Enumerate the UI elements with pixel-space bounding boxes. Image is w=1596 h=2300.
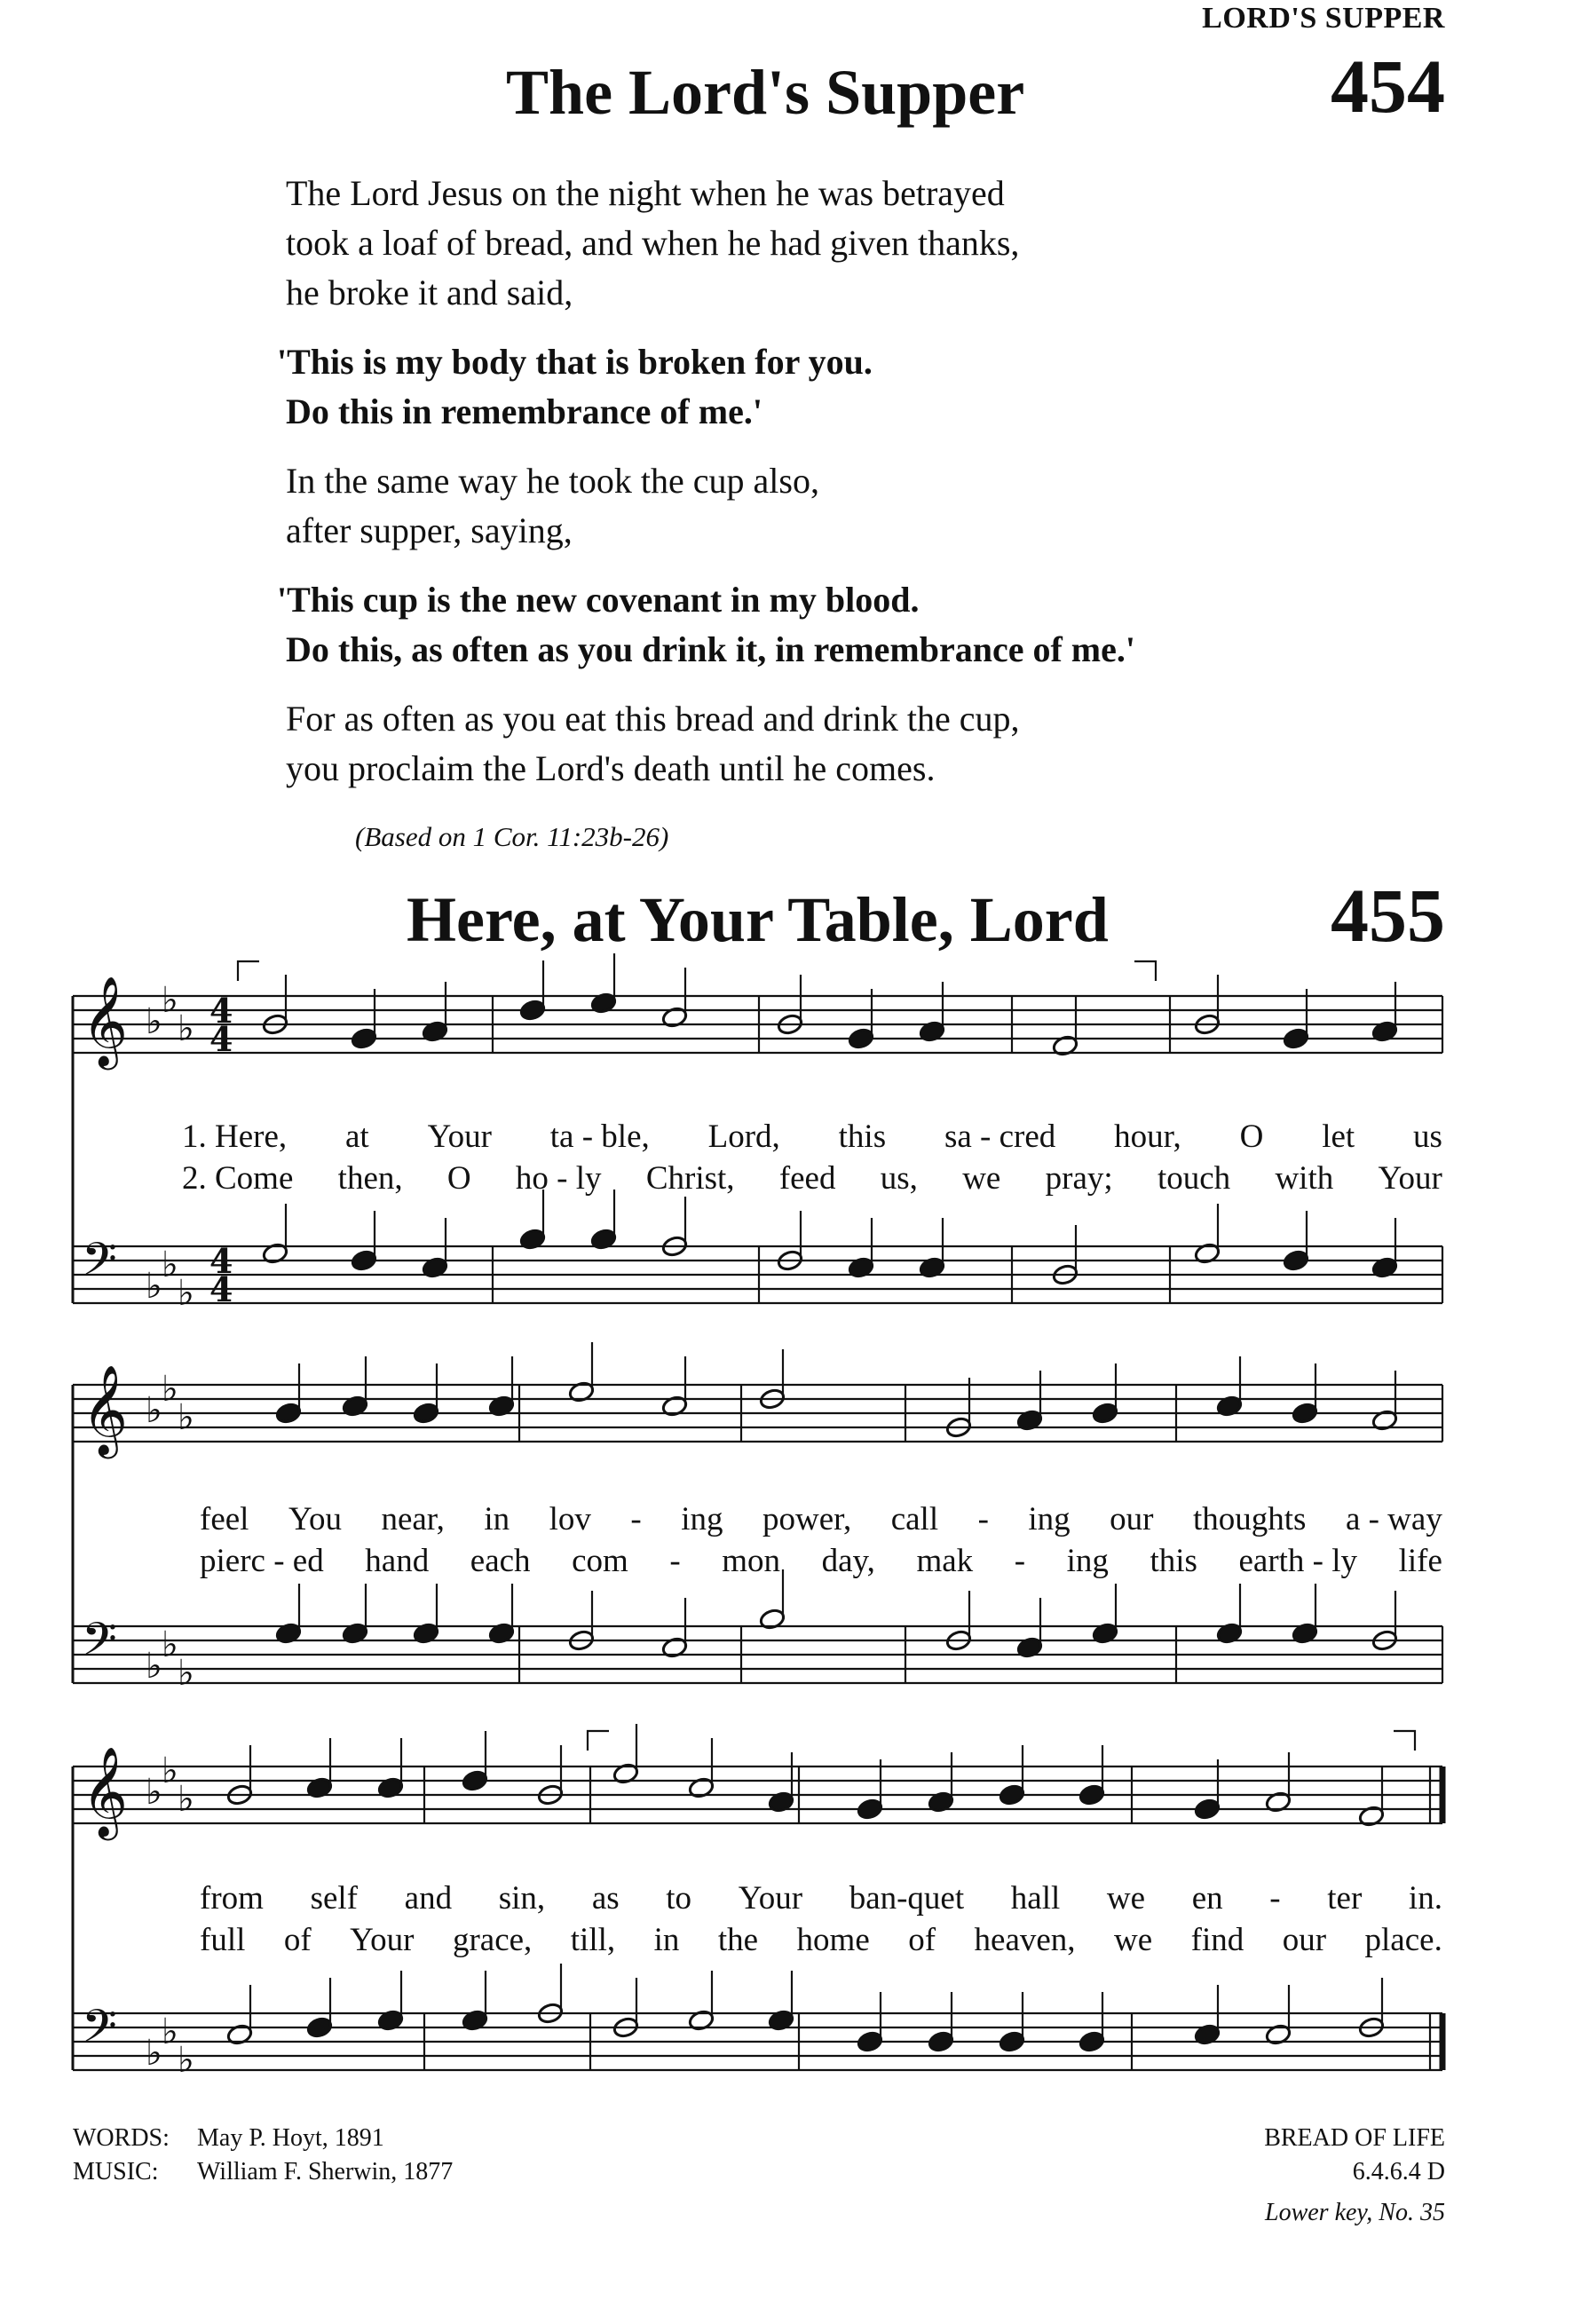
notehead: [1292, 1402, 1319, 1425]
lyric-syllable: Your: [1378, 1160, 1442, 1197]
lyric-syllable: in.: [1408, 1880, 1442, 1917]
hymn-number: 455: [1331, 873, 1445, 958]
lyric-syllable: we: [1106, 1880, 1146, 1917]
tune-name: BREAD OF LIFE: [1264, 2124, 1445, 2152]
lyric-syllable: ing: [1066, 1543, 1109, 1579]
lyrics-system-3-verse-2: [200, 1924, 1442, 1956]
lyric-syllable: feel: [200, 1501, 249, 1537]
lyric-syllable: near,: [381, 1501, 445, 1537]
lyric-syllable: day,: [821, 1543, 875, 1579]
flat-icon: ♭: [178, 1273, 194, 1314]
lyric-syllable: our: [1110, 1501, 1154, 1537]
reading-source: (Based on 1 Cor. 11:23b-26): [355, 821, 669, 852]
flat-icon: ♭: [178, 1397, 194, 1438]
reading-response-2: 'This cup is the new covenant in my blood. Do this, as often as you drink it, in remembrance of me.': [277, 580, 1135, 669]
lyric-syllable: hour,: [1114, 1118, 1181, 1155]
lyric-syllable: O: [446, 1160, 471, 1197]
lyric-syllable: 1. Here,: [182, 1118, 288, 1155]
lyric-syllable: sin,: [498, 1880, 546, 1917]
lyric-syllable: earth - ly: [1238, 1543, 1358, 1579]
time-signature: 4: [209, 1019, 233, 1059]
time-signature: 4: [209, 991, 233, 1031]
lyric-syllable: heaven,: [974, 1922, 1076, 1958]
notehead: [351, 1249, 378, 1272]
treble-clef-icon: 𝄞: [82, 975, 129, 1066]
lyric-syllable: -: [630, 1501, 642, 1537]
lyric-syllable: each: [470, 1543, 531, 1579]
lyric-syllable: this: [838, 1118, 887, 1155]
lyric-syllable: thoughts: [1192, 1501, 1307, 1537]
reading-title: The Lord's Supper: [506, 57, 1025, 128]
lyric-syllable: till,: [570, 1922, 616, 1958]
lyrics-system-2-verse-2: [200, 1545, 1442, 1577]
lyric-syllable: mak: [916, 1543, 974, 1579]
lyric-syllable: in: [653, 1922, 680, 1958]
lyric-syllable: ing: [681, 1501, 723, 1537]
flat-icon: ♭: [178, 1779, 194, 1820]
lyric-syllable: us: [1413, 1118, 1442, 1155]
words-credit: May P. Hoyt, 1891: [197, 2124, 384, 2152]
notehead: [999, 1783, 1026, 1806]
meter: 6.4.6.4 D: [1352, 2158, 1445, 2185]
lyric-syllable: com: [572, 1543, 628, 1579]
treble-clef-icon: 𝄞: [82, 1363, 129, 1455]
credits-left: [73, 2122, 453, 2189]
lyric-syllable: ing: [1028, 1501, 1071, 1537]
notehead: [351, 1027, 378, 1050]
lyric-syllable: sa - cred: [944, 1118, 1056, 1155]
flat-icon: ♭: [178, 1008, 194, 1049]
treble-clef-icon: 𝄞: [82, 1745, 129, 1837]
flat-icon: ♭: [178, 2040, 194, 2081]
lyric-syllable: feed: [778, 1160, 836, 1197]
lyric-syllable: in: [484, 1501, 510, 1537]
key-note: Lower key, No. 35: [1265, 2199, 1445, 2226]
lyric-syllable: this: [1150, 1543, 1197, 1579]
lyric-syllable: lov: [549, 1501, 591, 1537]
lyric-syllable: we: [962, 1160, 1001, 1197]
lyric-syllable: Your: [350, 1922, 415, 1958]
lyric-syllable: pray;: [1045, 1160, 1113, 1197]
repeat-bracket: [1134, 961, 1156, 981]
notehead: [413, 1402, 440, 1425]
lyric-syllable: ho - ly: [515, 1160, 602, 1197]
lyric-syllable: -: [1269, 1880, 1281, 1917]
lyric-syllable: our: [1282, 1922, 1327, 1958]
notehead: [275, 1402, 303, 1425]
bass-clef-icon: 𝄢: [82, 1612, 117, 1677]
lyric-syllable: 2. Come: [182, 1160, 294, 1197]
repeat-bracket: [588, 1731, 609, 1751]
lyric-syllable: O: [1239, 1118, 1264, 1155]
reading-response-1: 'This is my body that is broken for you. Do this in remembrance of me.': [277, 342, 873, 431]
lyric-syllable: ter: [1327, 1880, 1363, 1917]
lyric-syllable: en: [1191, 1880, 1223, 1917]
notehead: [1092, 1402, 1119, 1425]
lyric-syllable: to: [666, 1880, 692, 1917]
section-label: LORD'S SUPPER: [1202, 2, 1445, 35]
notehead: [857, 2030, 884, 2053]
lyric-syllable: call: [890, 1501, 939, 1537]
reading-number: 454: [1331, 43, 1445, 129]
lyric-syllable: of: [908, 1922, 936, 1958]
lyric-syllable: full: [200, 1922, 246, 1958]
lyric-syllable: Your: [427, 1118, 492, 1155]
bass-clef-icon: 𝄢: [82, 1232, 117, 1297]
flat-icon: ♭: [162, 2012, 178, 2052]
lyric-syllable: the: [717, 1922, 759, 1958]
lyric-syllable: pierc - ed: [200, 1543, 324, 1579]
lyrics-system-1-verse-1: [182, 1120, 1442, 1153]
lyric-syllable: at: [345, 1118, 369, 1155]
reading-leader-1: The Lord Jesus on the night when he was betrayed took a loaf of bread, and when he had given thanks, he broke it and said,: [286, 173, 1020, 312]
lyric-syllable: Lord,: [707, 1118, 780, 1155]
lyric-syllable: with: [1275, 1160, 1334, 1197]
lyric-syllable: we: [1114, 1922, 1153, 1958]
lyric-syllable: home: [796, 1922, 870, 1958]
notehead: [857, 1798, 884, 1821]
flat-icon: ♭: [162, 1245, 178, 1285]
notehead: [519, 999, 547, 1022]
notehead: [1194, 1798, 1221, 1821]
lyric-syllable: let: [1322, 1118, 1355, 1155]
lyric-syllable: and: [404, 1880, 453, 1917]
notehead: [928, 2030, 955, 2053]
lyric-syllable: power,: [762, 1501, 852, 1537]
flat-icon: ♭: [146, 1266, 162, 1307]
time-signature: 4: [209, 1269, 233, 1309]
repeat-bracket: [1394, 1731, 1415, 1751]
lyric-syllable: grace,: [452, 1922, 533, 1958]
words-label: WORDS:: [73, 2124, 170, 2152]
notehead: [999, 2030, 1026, 2053]
repeat-bracket: [238, 961, 259, 981]
notehead: [1283, 1027, 1310, 1050]
flat-icon: ♭: [146, 2033, 162, 2074]
flat-icon: ♭: [146, 1390, 162, 1431]
lyric-syllable: -: [669, 1543, 681, 1579]
lyric-syllable: as: [591, 1880, 620, 1917]
lyric-syllable: life: [1398, 1543, 1442, 1579]
lyric-syllable: -: [1014, 1543, 1026, 1579]
lyric-syllable: mon: [722, 1543, 781, 1579]
hymn-title: Here, at Your Table, Lord: [407, 884, 1109, 955]
notehead: [1078, 2030, 1106, 2053]
notehead: [1078, 1783, 1106, 1806]
lyric-syllable: touch: [1157, 1160, 1231, 1197]
flat-icon: ♭: [178, 1653, 194, 1694]
notehead: [462, 1769, 489, 1792]
reading-leader-3: For as often as you eat this bread and drink the cup, you proclaim the Lord's death until he comes.: [286, 699, 1020, 788]
flat-icon: ♭: [146, 1646, 162, 1687]
notehead: [306, 2016, 334, 2039]
credits-right: [1264, 2122, 1445, 2230]
lyric-syllable: from: [200, 1880, 264, 1917]
flat-icon: ♭: [162, 1751, 178, 1791]
flat-icon: ♭: [162, 1369, 178, 1410]
lyric-syllable: self: [310, 1880, 359, 1917]
music-credit: William F. Sherwin, 1877: [197, 2158, 454, 2185]
flat-icon: ♭: [162, 980, 178, 1021]
notehead: [1283, 1249, 1310, 1272]
music-label: MUSIC:: [73, 2158, 159, 2185]
lyric-syllable: Your: [738, 1880, 803, 1917]
bass-clef-icon: 𝄢: [82, 1999, 117, 2064]
lyric-syllable: find: [1190, 1922, 1244, 1958]
lyric-syllable: You: [288, 1501, 342, 1537]
lyric-syllable: a - way: [1345, 1501, 1442, 1537]
lyric-syllable: ban-quet: [849, 1880, 965, 1917]
lyric-syllable: -: [977, 1501, 989, 1537]
lyric-syllable: us,: [880, 1160, 918, 1197]
lyric-syllable: Christ,: [645, 1160, 735, 1197]
lyric-syllable: hand: [365, 1543, 430, 1579]
lyrics-system-2-verse-1: [200, 1503, 1442, 1536]
lyrics-system-3-verse-1: [200, 1882, 1442, 1915]
lyric-syllable: then,: [337, 1160, 403, 1197]
lyric-syllable: ta - ble,: [549, 1118, 650, 1155]
flat-icon: ♭: [146, 1772, 162, 1813]
reading-leader-2: In the same way he took the cup also, after supper, saying,: [286, 461, 819, 550]
notehead: [848, 1027, 875, 1050]
lyrics-system-1-verse-2: [182, 1162, 1442, 1195]
flat-icon: ♭: [162, 1624, 178, 1665]
lyric-syllable: hall: [1010, 1880, 1061, 1917]
lyric-syllable: of: [283, 1922, 312, 1958]
time-signature: 4: [209, 1241, 233, 1281]
lyric-syllable: place.: [1364, 1922, 1442, 1958]
flat-icon: ♭: [146, 1001, 162, 1042]
